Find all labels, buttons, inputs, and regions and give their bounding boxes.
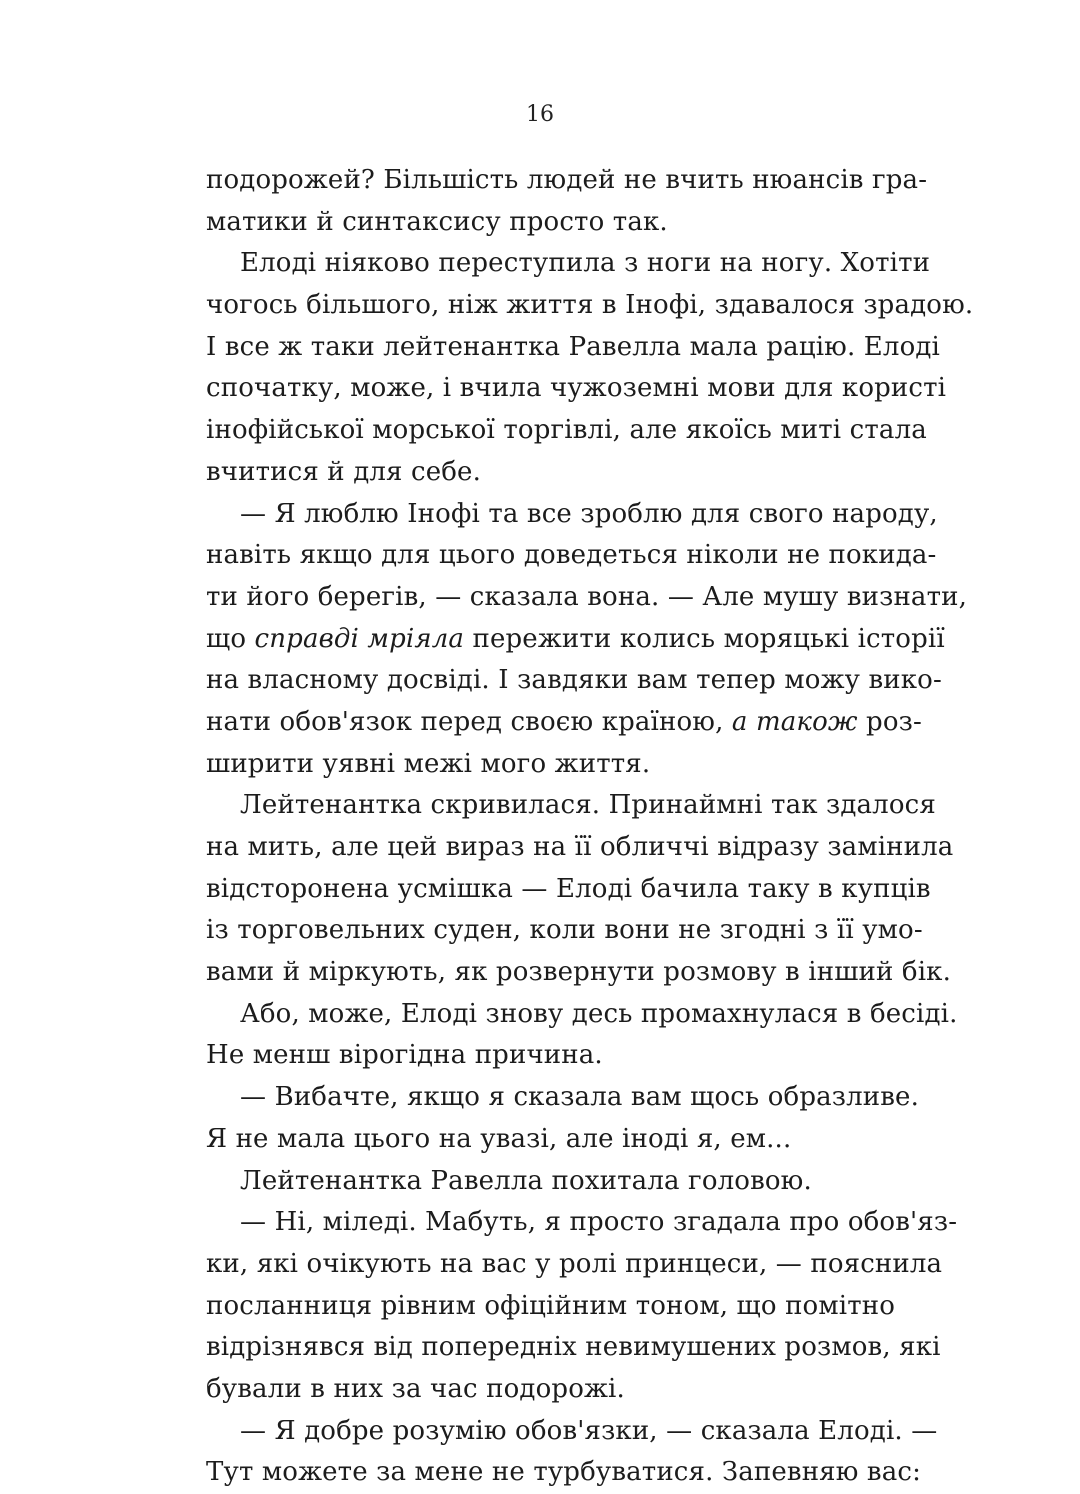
italic-phrase: а також <box>731 706 858 737</box>
text-line <box>206 702 922 744</box>
text-segment: Я не мала цього на увазі, але іноді я, ем... <box>206 1123 792 1154</box>
body-text <box>206 160 974 1494</box>
text-segment: на мить, але цей вираз на її обличчі відразу замінила <box>206 832 954 862</box>
text-line <box>206 952 951 994</box>
text-line <box>206 1244 943 1286</box>
text-line <box>206 535 937 577</box>
text-line <box>206 827 954 869</box>
italic-phrase: справді мріяла <box>254 623 465 654</box>
text-segment: — Ні, міледі. Мабуть, я просто згадала про обов'яз- <box>240 1207 958 1238</box>
text-line <box>206 910 923 952</box>
text-segment: що <box>206 623 255 654</box>
text-segment: подорожей? Більшість людей не вчить нюансів гра- <box>206 165 928 195</box>
text-line <box>206 285 974 327</box>
text-line <box>206 494 938 536</box>
text-segment: ки, які очікують на вас у ролі принцеси, — пояснила <box>206 1248 943 1279</box>
text-line <box>206 1411 938 1453</box>
text-segment: на власному досвіді. І завдяки вам тепер можу вико- <box>206 665 942 696</box>
text-line <box>206 1452 921 1494</box>
text-segment: — Я добре розумію обов'язки, — сказала Елоді. — <box>240 1415 938 1446</box>
text-line <box>206 785 936 827</box>
text-segment: — Вибачте, якщо я сказала вам щось образливе. <box>240 1082 919 1113</box>
text-line <box>206 577 967 619</box>
text-segment: Або, може, Елоді знову десь промахнулася в бесіді. <box>240 998 958 1029</box>
text-segment: чогось більшого, ніж життя в Інофі, здавалося зрадою. <box>206 290 974 321</box>
text-line <box>206 1161 886 1203</box>
text-line <box>206 202 886 244</box>
text-line <box>206 660 942 702</box>
page-number: 16 <box>526 102 554 127</box>
text-segment: Тут можете за мене не турбуватися. Запевняю вас: <box>206 1457 921 1488</box>
text-line <box>206 1119 886 1161</box>
text-segment: матики й синтаксису просто так. <box>206 206 668 237</box>
text-segment: Елоді ніяково переступила з ноги на ногу. Хотіти <box>240 248 931 279</box>
text-line <box>206 744 886 786</box>
text-segment: — Я люблю Інофі та все зроблю для свого народу, <box>240 498 938 529</box>
text-line <box>206 1077 919 1119</box>
text-line <box>206 1286 896 1328</box>
text-line <box>206 1202 958 1244</box>
text-segment: навіть якщо для цього доведеться ніколи не покида- <box>206 540 937 571</box>
text-segment: спочатку, може, і вчила чужоземні мови для користі <box>206 373 947 404</box>
text-segment: Не менш вірогідна причина. <box>206 1040 603 1071</box>
text-line <box>206 1369 886 1411</box>
text-segment: посланниця рівним офіційним тоном, що помітно <box>206 1290 896 1321</box>
text-line <box>206 619 945 661</box>
text-line <box>206 243 931 285</box>
text-line <box>206 410 927 452</box>
text-segment: ширити уявні межі мого життя. <box>206 748 651 779</box>
text-segment: нати обов'язок перед своєю країною, <box>206 706 732 737</box>
text-segment: Лейтенантка Равелла похитала головою. <box>240 1165 812 1196</box>
text-line <box>206 160 928 202</box>
text-line <box>206 994 958 1036</box>
text-line <box>206 368 947 410</box>
text-segment: вчитися й для себе. <box>206 456 481 487</box>
text-segment: І все ж таки лейтенантка Равелла мала рацію. Елоді <box>206 331 941 362</box>
text-line <box>206 452 886 494</box>
text-line <box>206 1327 941 1369</box>
text-line <box>206 869 931 911</box>
text-segment: ти його берегів, — сказала вона. — Але мушу визнати, <box>206 581 967 612</box>
text-line <box>206 1035 886 1077</box>
text-segment: відсторонена усмішка — Елоді бачила таку в купців <box>206 873 931 904</box>
text-segment: Лейтенантка скривилася. Принаймні так здалося <box>240 790 936 821</box>
text-segment: вами й міркують, як розвернути розмову в інший бік. <box>206 957 951 988</box>
text-segment: із торговельних суден, коли вони не згодні з її умо- <box>206 915 923 946</box>
text-line <box>206 327 941 369</box>
text-segment: пережити колись моряцькі історії <box>464 623 945 654</box>
text-segment: роз- <box>857 706 922 737</box>
text-segment: відрізнявся від попередніх невимушених розмов, які <box>206 1332 941 1363</box>
text-segment: інофійської морської торгівлі, але якоїсь миті стала <box>206 415 927 446</box>
text-segment: бували в них за час подорожі. <box>206 1373 625 1404</box>
